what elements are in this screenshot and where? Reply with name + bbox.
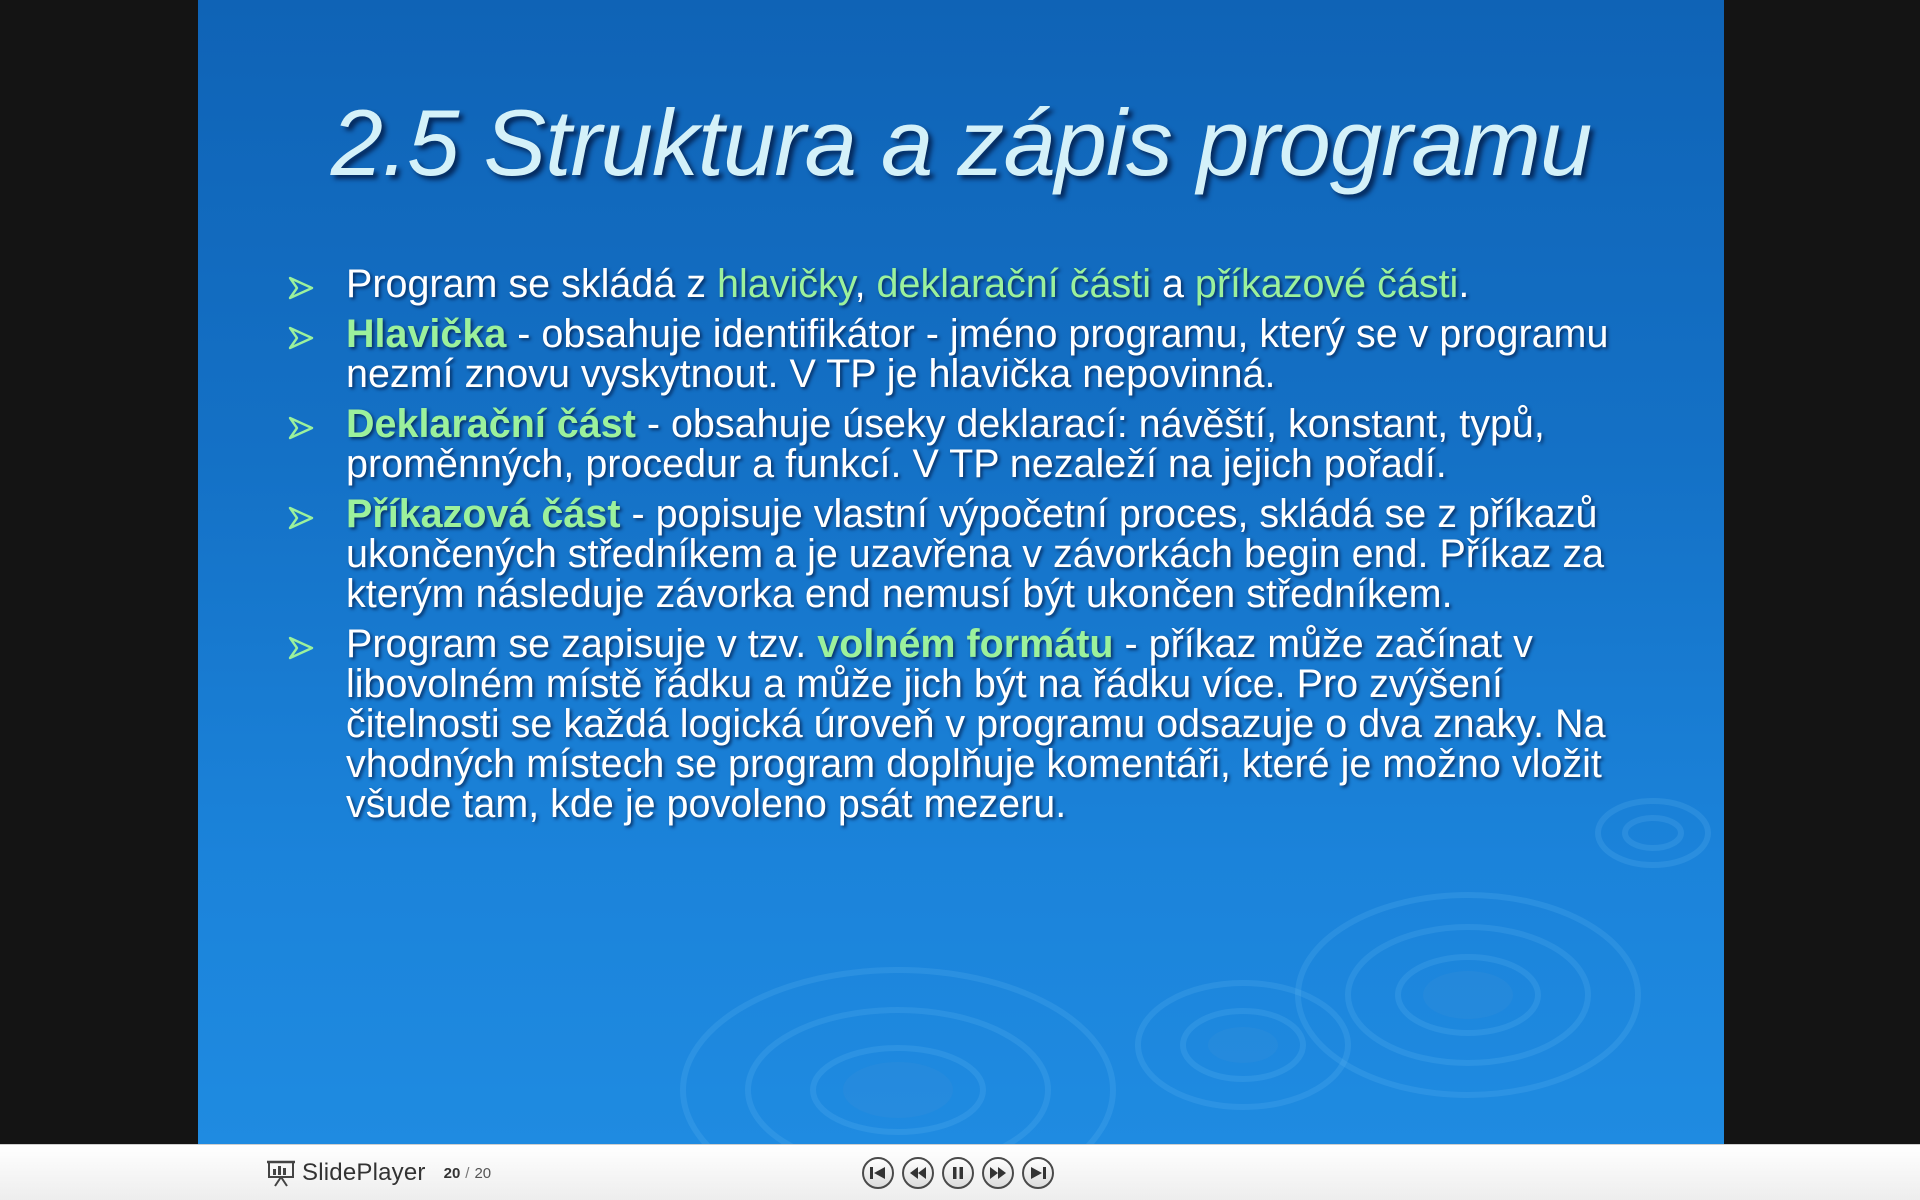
last-slide-button[interactable] [1022,1157,1054,1189]
total-pages: 20 [474,1164,492,1182]
next-slide-button[interactable] [982,1157,1014,1189]
slideplayer-brand[interactable] [266,1155,491,1191]
highlighted-term: hlavičky [717,262,855,306]
arrow-bullet-icon [288,416,314,440]
arrow-bullet-icon [288,506,314,530]
brand-name: SlidePlayer [302,1159,426,1186]
bullet-item [288,264,1648,304]
previous-slide-button[interactable] [902,1157,934,1189]
bullet-item [288,314,1648,394]
bullet-text: - příkaz může začínat v libovolném místě řádku a může jich být na řádku více. Pro zvýšení čitelnosti se každá logická úroveň v programu odsazuje o dva znaky. Na vhodných místech se program doplňuje komentáři, které je možno vložit všude tam, kde je povoleno psát mezeru. [346,622,1606,826]
highlighted-term: příkazové části [1194,262,1459,306]
first-slide-button[interactable] [862,1157,894,1189]
bullet-text: Program se zapisuje v tzv. [346,622,818,666]
arrow-bullet-icon [288,636,314,660]
previous-icon [909,1166,927,1180]
current-page-number: 20 [443,1164,461,1182]
next-icon [989,1166,1007,1180]
slide [198,0,1724,1144]
skip-first-icon [869,1166,887,1180]
bullet-text: - obsahuje úseky deklarací: návěští, konstant, typů, proměnných, procedur a funkcí. V TP nezaleží na jejich pořadí. [346,402,1545,486]
player-toolbar [0,1144,1920,1200]
pause-icon [951,1166,965,1180]
bullet-text: - popisuje vlastní výpočetní proces, skládá se z příkazů ukončených středníkem a je uzavřena v závorkách begin end. Příkaz za kterým následuje závorka end nemusí být ukončen středníkem. [346,492,1605,616]
highlighted-term: Příkazová část [346,492,621,536]
skip-last-icon [1029,1166,1047,1180]
slide-title: 2.5 Struktura a zápis programu [330,90,1592,195]
bullet-text: Program se skládá z [346,262,718,306]
playback-controls [862,1155,1062,1191]
bullet-text: - obsahuje identifikátor - jméno programu, který se v programu nezmí znovu vyskytnout. V TP je hlavička nepovinná. [346,312,1609,396]
bullet-text: , [854,262,877,306]
arrow-bullet-icon [288,326,314,350]
bullet-item [288,404,1648,484]
page-separator: / [465,1164,470,1182]
pause-button[interactable] [942,1157,974,1189]
bullet-item [288,624,1648,824]
presentation-icon [266,1158,296,1188]
highlighted-term: Hlavička [346,312,507,356]
bullet-text: . [1458,262,1470,306]
highlighted-term: Deklarační část [346,402,636,446]
page-counter [444,1165,492,1182]
bullet-list [288,264,1648,834]
arrow-bullet-icon [288,276,314,300]
bullet-item [288,494,1648,614]
highlighted-term: deklarační části [876,262,1151,306]
bullet-text: a [1150,262,1195,306]
highlighted-term: volném formátu [817,622,1114,666]
